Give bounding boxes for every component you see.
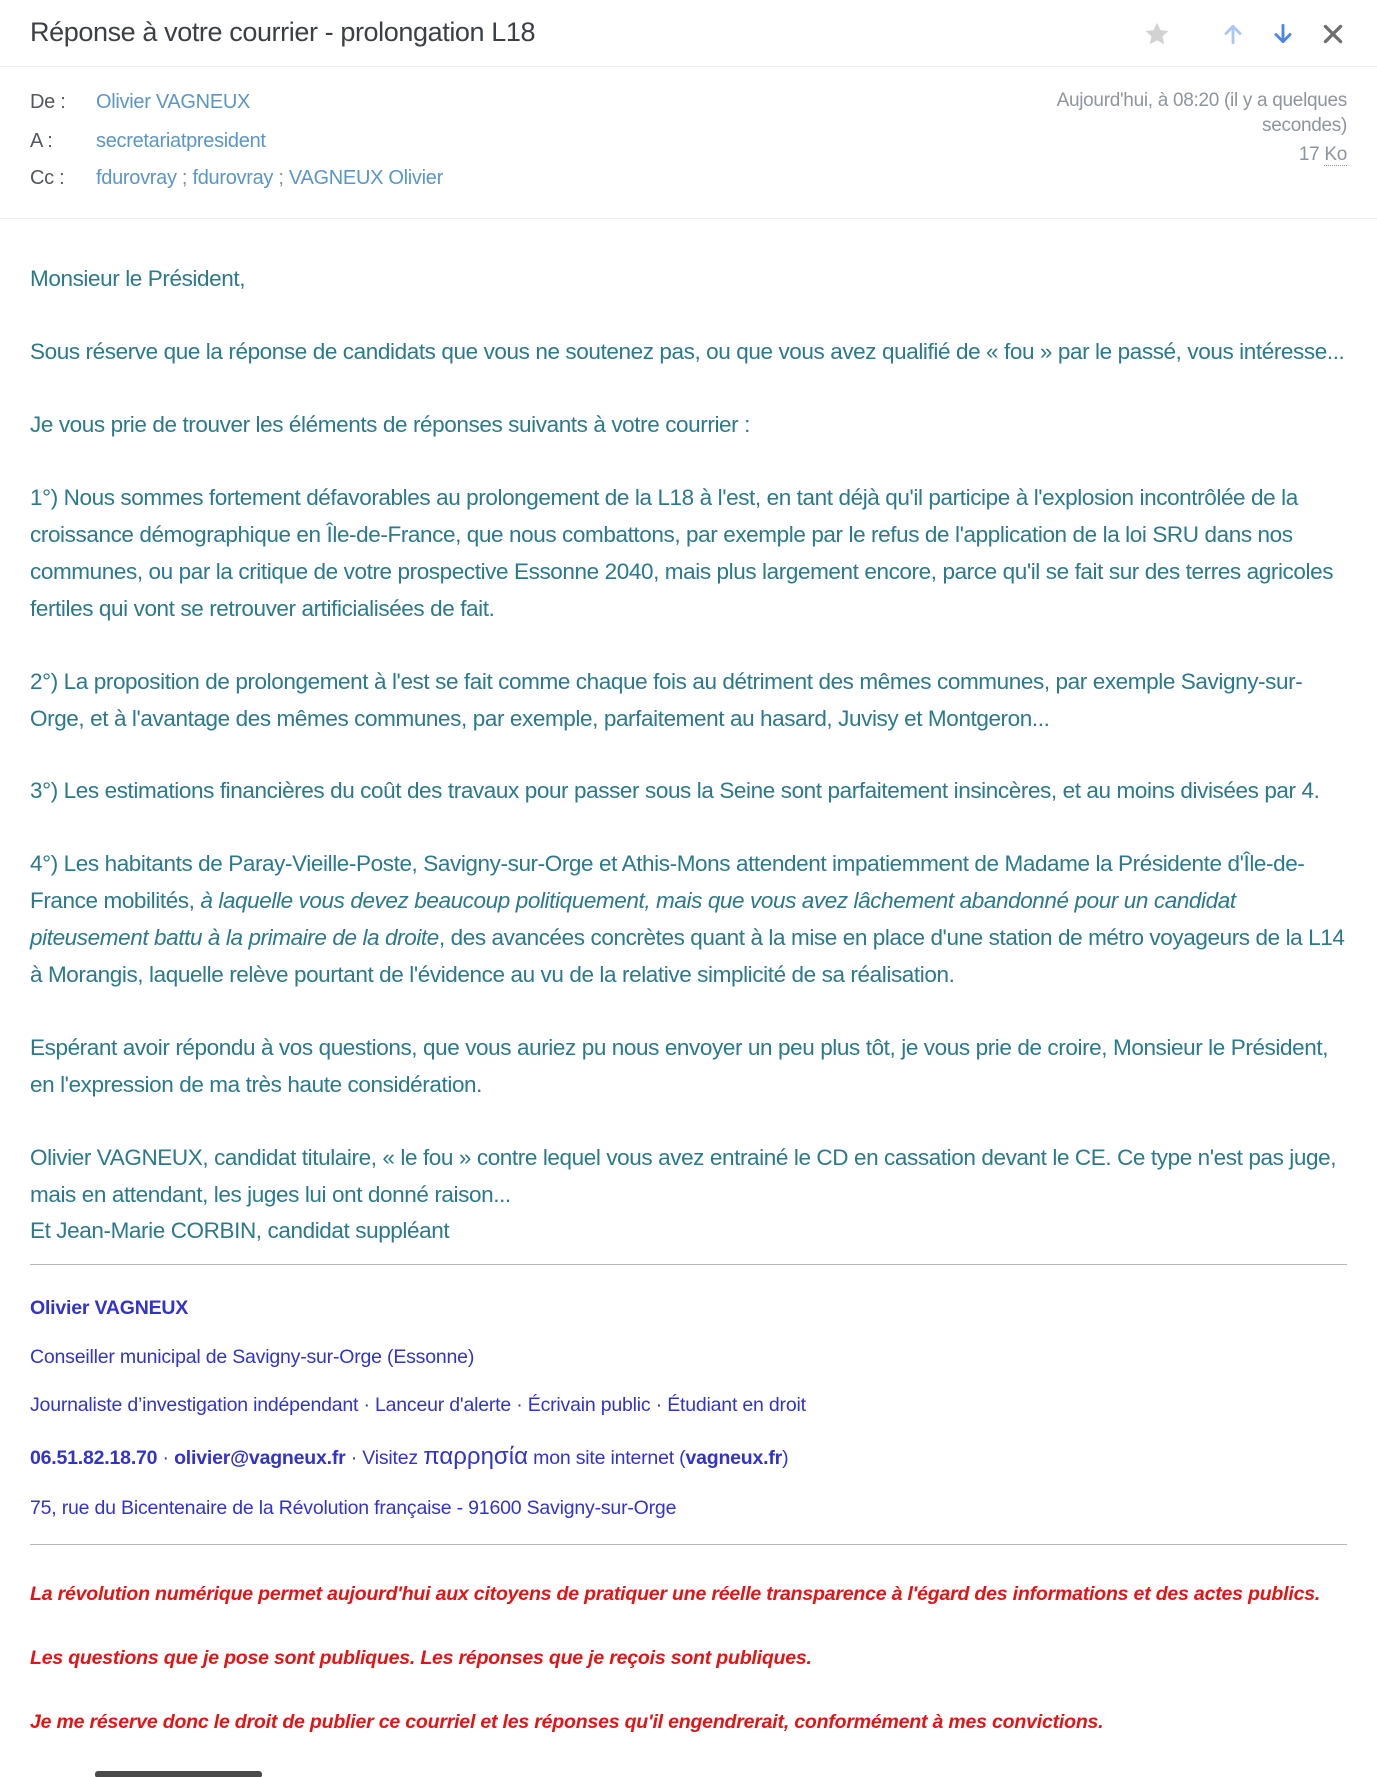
body-paragraph: Espérant avoir répondu à vos questions, que vous auriez pu nous envoyer un peu plus tôt, je vous prie de croire, Monsieur le Président, en l'expression de ma très haute considération. [30, 1034, 1329, 1097]
p7-before: 4°) Les habitants de Paray-Vieille-Poste, Savigny-sur-Orge et Athis-Mons attendent impatiemment de Madame la Présidente d'Île-de-France mobilités, [30, 851, 1305, 914]
body-paragraph: 1°) Nous sommes fortement défavorables au prolongement de la L18 à l'est, en tant déjà qu'il participe à l'explosion incontrôlée de la croissance démographique en Île-de-France, que nous combattons, par exemple par le refus de l'application de la loi SRU dans nos communes, ou par la critique de votre prospective Essonne 2040, mais plus largement encore, parce qu'il se fait sur des terres agricoles fertiles qui vont se retrouver artificialisées de fait. [30, 485, 1334, 621]
cc-row [30, 165, 443, 192]
parrhesia-text: παρρησία [423, 1443, 528, 1471]
message-header [0, 67, 1377, 214]
message-body [0, 219, 1377, 1250]
site-text: mon site internet ( [527, 1447, 686, 1470]
p7-after: , des avancées concrètes quant à la mise en place d'une station de métro voyageurs de la L14 à Morangis, laquelle relève pourtant de l'évidence au vu de la relative simplicité de sa réalisation. [30, 925, 1345, 987]
signature-contact-line [30, 1441, 1347, 1472]
body-closing [30, 1140, 1347, 1251]
email-link[interactable]: olivier@vagneux.fr [174, 1447, 346, 1470]
body-paragraph: Sous réserve que la réponse de candidats que vous ne soutenez pas, ou que vous avez qualifié de « fou » par le passé, vous intéresse... [30, 339, 1345, 365]
message-size [1017, 143, 1347, 168]
signature-address: 75, rue du Bicentenaire de la Révolution française - 91600 Savigny-sur-Orge [30, 1496, 677, 1519]
cc-contact-link[interactable]: fdurovray [96, 167, 177, 190]
message-actions [1143, 16, 1347, 48]
closing-line2: Et Jean-Marie CORBIN, candidat suppléant [30, 1218, 450, 1244]
closing-line1: Olivier VAGNEUX, candidat titulaire, « le fou » contre lequel vous avez entrainé le CD en cassation devant le CE. Ce type n'est pas juge, mais en attendant, les juges lui ont donné raison... [30, 1144, 1337, 1207]
dot-separator: · [345, 1447, 363, 1470]
signature-role: Conseiller municipal de Savigny-sur-Orge (Essonne) [30, 1345, 475, 1368]
visitez-text: Visitez [362, 1447, 424, 1470]
disclaimer-line: La révolution numérique permet aujourd'hui aux citoyens de pratiquer une réelle transparence à l'égard des informations et des actes publics. [30, 1582, 1321, 1605]
close-icon[interactable] [1319, 20, 1347, 48]
p7-italic: à laquelle vous devez beaucoup politiquement, mais que vous avez lâchement abandonné pour un candidat piteusement battu à la primaire de la droite [30, 888, 1236, 951]
disclaimer-block [0, 1545, 1377, 1741]
to-label: A : [30, 130, 53, 153]
body-paragraph: 3°) Les estimations financières du coût des travaux pour passer sous la Seine sont parfaitement insincères, et au moins divisées par 4. [30, 778, 1320, 804]
cc-contact-link[interactable]: fdurovray [192, 167, 274, 190]
phone-number: 06.51.82.18.70 [30, 1447, 158, 1470]
from-row [30, 89, 443, 116]
signature-block [0, 1265, 1377, 1521]
disclaimer-line: Je me réserve donc le droit de publier ce courriel et les réponses qu'il engendrerait, conformément à mes convictions. [30, 1710, 1104, 1733]
from-contact-link[interactable]: Olivier VAGNEUX [96, 91, 251, 114]
dot-separator: · [157, 1447, 175, 1470]
message-meta [1017, 89, 1347, 204]
signature-name: Olivier VAGNEUX [30, 1297, 189, 1320]
cc-contact-link[interactable]: VAGNEUX Olivier [288, 167, 443, 190]
from-label: De : [30, 91, 66, 114]
to-row [30, 128, 443, 155]
cc-contacts [96, 165, 443, 192]
message-size-unit[interactable]: Ko [1324, 143, 1347, 165]
received-timestamp: Aujourd'hui, à 08:20 (il y a quelques secondes) [1056, 90, 1347, 137]
arrow-up-icon[interactable] [1219, 20, 1247, 48]
paren-text: ) [782, 1447, 789, 1470]
message-size-value: 17 [1298, 143, 1325, 165]
cc-separator: ; [273, 167, 289, 190]
body-paragraph: 2°) La proposition de prolongement à l'est se fait comme chaque fois au détriment des mêmes communes, par exemple Savigny-sur-Orge, et à l'avantage des mêmes communes, par exemple, parfaitement au hasard, Juvisy et Montgeron... [30, 668, 1303, 731]
horizontal-scrollbar-thumb[interactable] [95, 1771, 262, 1777]
body-paragraph: Monsieur le Président, [30, 266, 246, 292]
arrow-down-icon[interactable] [1269, 20, 1297, 48]
recipient-fields [30, 89, 443, 204]
body-paragraph: Je vous prie de trouver les éléments de réponses suivants à votre courrier : [30, 412, 750, 438]
cc-separator: ; [176, 167, 193, 190]
subject-bar [0, 0, 1377, 48]
disclaimer-line: Les questions que je pose sont publiques. Les réponses que je reçois sont publiques. [30, 1646, 812, 1669]
star-icon[interactable] [1143, 20, 1171, 48]
body-paragraph [30, 846, 1347, 994]
signature-role: Journaliste d’investigation indépendant · Lanceur d'alerte · Écrivain public · Étudiant en droit [30, 1394, 806, 1416]
email-subject: Réponse à votre courrier - prolongation L18 [30, 17, 536, 47]
to-contact-link[interactable]: secretariatpresident [96, 130, 266, 153]
website-link[interactable]: vagneux.fr [685, 1447, 783, 1470]
cc-label: Cc : [30, 167, 65, 190]
